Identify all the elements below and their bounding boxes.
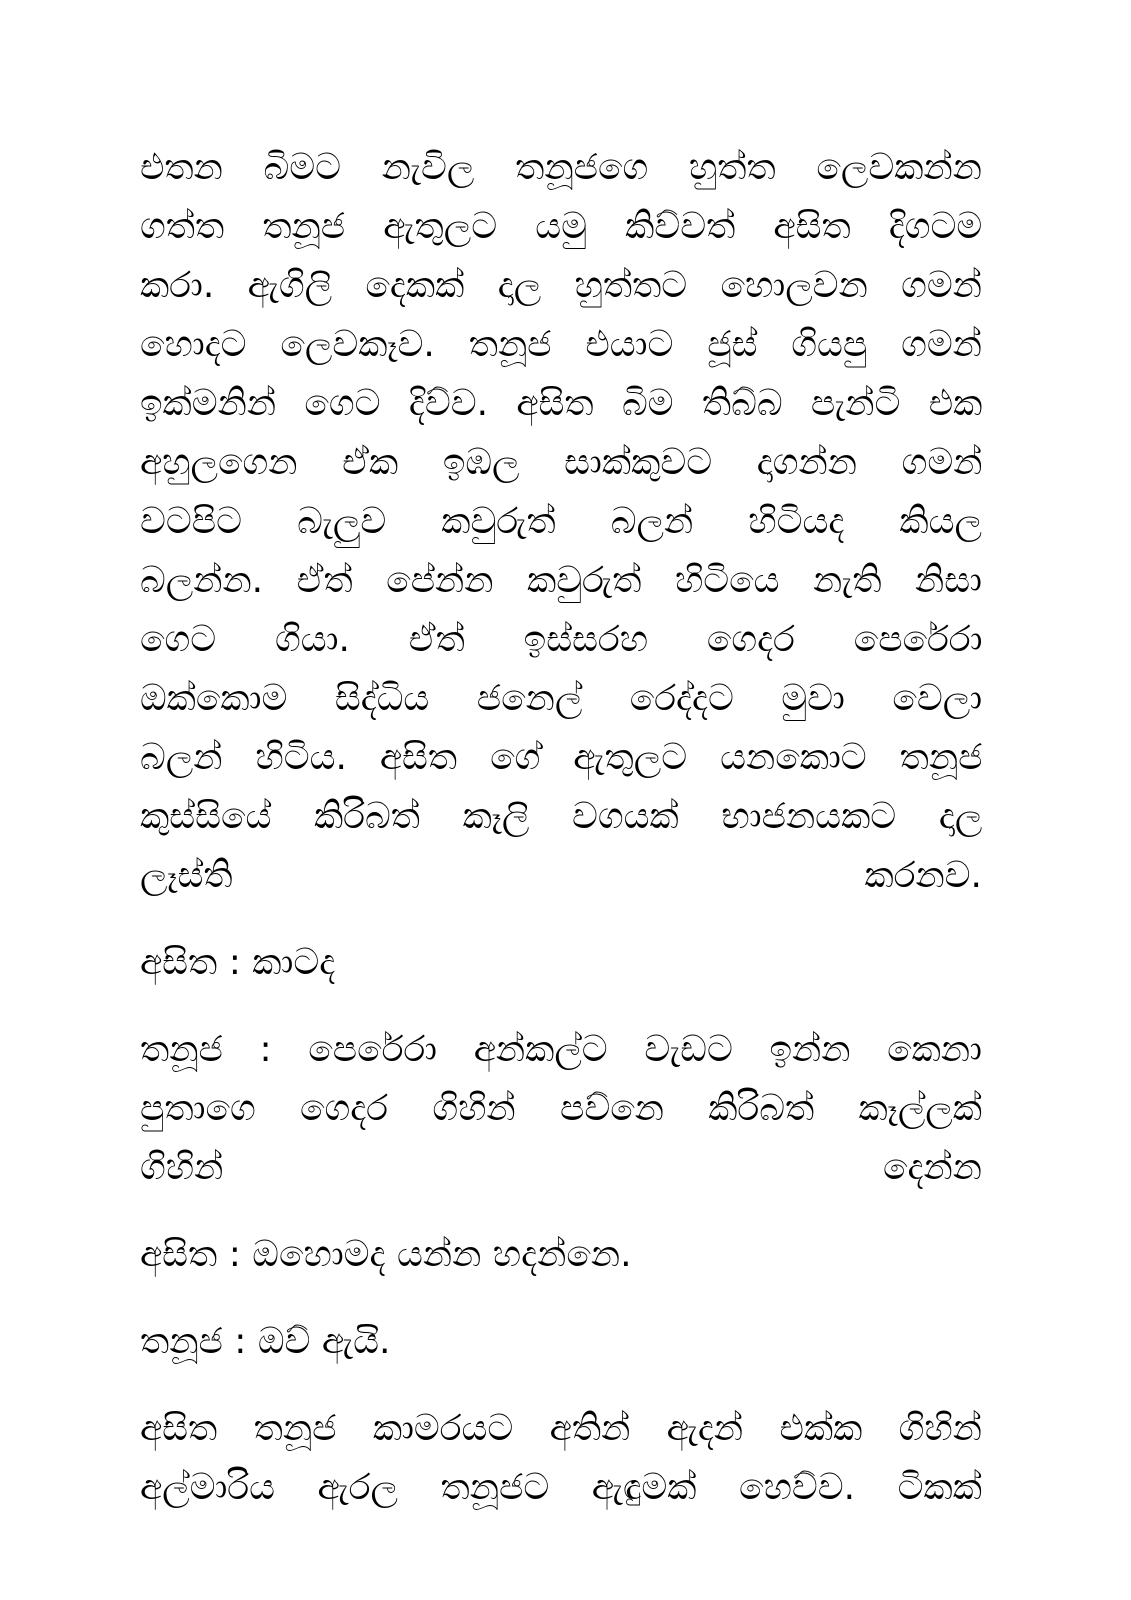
text-line: හොදට ලෙවකෑව. තනූජ එයාට ජූස් ගියපු ගමන් [140, 324, 982, 365]
text-line: අහුලගෙන ඒක ඉඹල සාක්කුවට දාගන්න ගමන් [140, 442, 982, 483]
dialogue-line-asitha-2: අසිත : ඔහොමද යන්න හදන්නෙ. [140, 1234, 632, 1275]
narrative-paragraph-1 [140, 138, 982, 905]
narrative-paragraph-2 [140, 1399, 982, 1517]
dialogue-line-thanuja-2: තනූජ : ඔව් ඇයි. [140, 1321, 391, 1362]
text-line: ඔක්කොම සිද්ධිය ජනෙල් රෙද්දට මුවා වෙලා [140, 678, 982, 719]
text-line: කුස්සියේ කිරිබත් කෑලි වගයක් භාජනයකට දාල [140, 796, 982, 837]
text-line: ගිහින් දෙන්න [140, 1147, 982, 1188]
dialogue-line-thanuja-1 [140, 1020, 982, 1197]
text-line: බලන්න. ඒත් පේන්න කවුරුත් හිටියෙ නැති නිසා [140, 560, 982, 601]
text-line: පුතාගෙ ගෙදර ගිහින් පව්නෙ කිරිබත් කෑල්ලක් [140, 1088, 982, 1129]
text-line: ලෑස්ති කරනව. [140, 855, 982, 896]
text-line: ඉක්මනින් ගෙට දිව්ව. අසිත බිම තිබ්බ පැන්ටි එක [140, 383, 982, 424]
text-line: අල්මාරිය ඇරල තනූජට ඇඳුමක් හෙව්ව. ටිකක් [140, 1467, 982, 1508]
dialogue-line-asitha-1: අසිත : කාටද [140, 942, 336, 983]
text-line: බලන් හිටිය. අසිත ගේ ඇතුලට යනකොට තනූජ [140, 737, 982, 778]
text-line: එතන බිමට නැවිල තනූජගෙ හුත්ත ලෙවකන්න [140, 147, 982, 188]
text-line: ගත්ත තනූජ ඇතුලට යමු කිව්වත් අසිත දිගටම [140, 206, 982, 247]
text-line: අසිත තනූජ කාමරයට අතින් ඇදන් එක්ක ගිහින් [140, 1408, 982, 1449]
document-page [140, 138, 982, 1578]
text-line: වටපිට බැලුව කවුරුත් බලන් හිටියද කියල [140, 501, 982, 542]
text-line: ගෙට ගියා. ඒත් ඉස්සරහ ගෙදර පෙරේරා [140, 619, 982, 660]
text-line: තනූජ : පෙරේරා අන්කල්ට වැඩට ඉන්න කෙනා [140, 1029, 982, 1070]
text-line: කරා. ඇගිලි දෙකක් දාල හුත්තට හොලවන ගමන් [140, 265, 982, 306]
